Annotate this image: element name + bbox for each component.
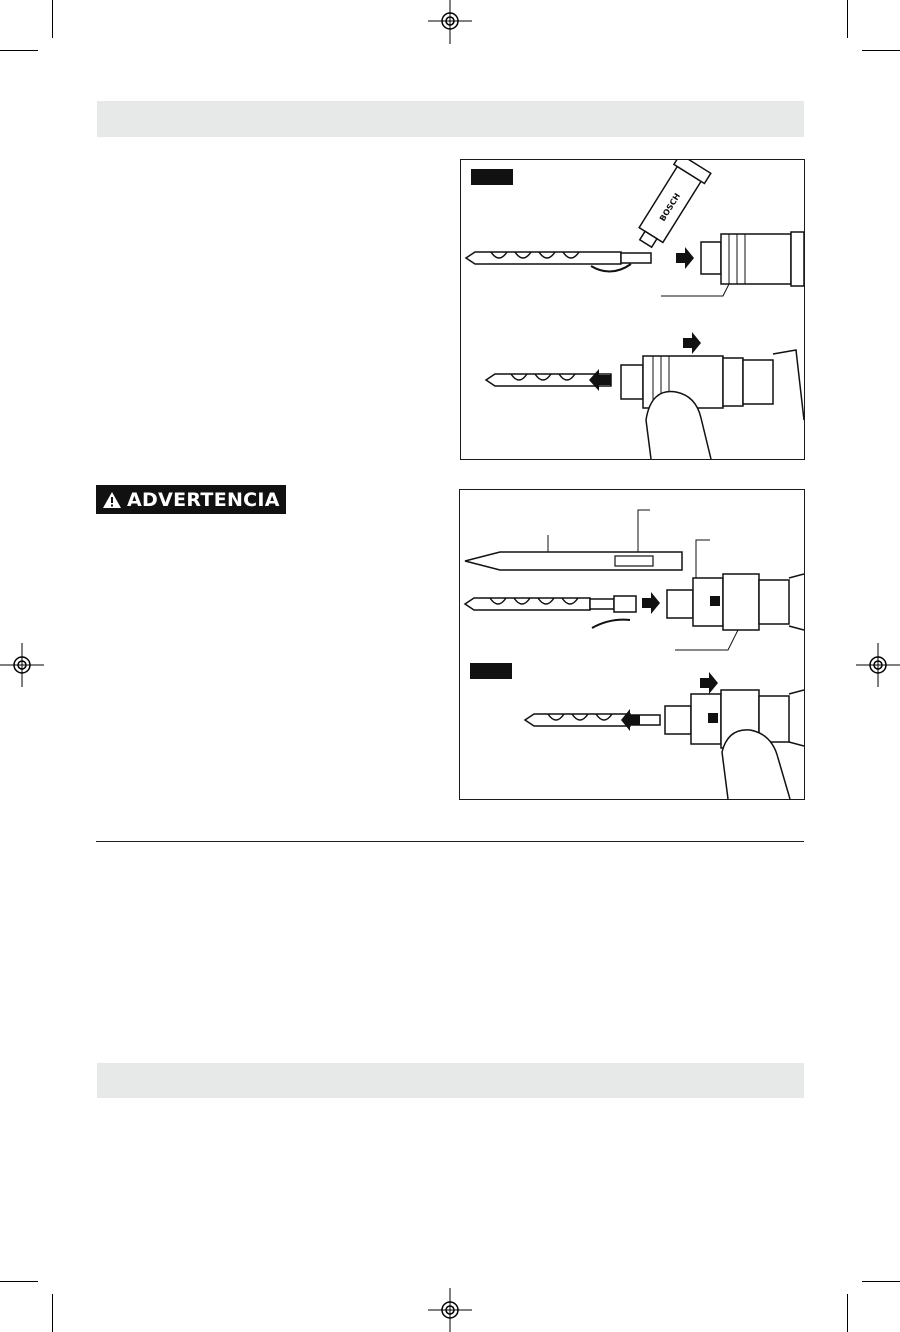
tool-chuck-icon (667, 540, 804, 650)
crop-mark (0, 50, 38, 51)
section-divider (96, 841, 804, 842)
drill-bit-icon (465, 596, 636, 628)
crop-mark (862, 50, 900, 51)
chisel-icon (465, 510, 682, 570)
figure-panel-insert-bit (460, 159, 805, 460)
section-header-bar (97, 1063, 804, 1098)
warning-text: ADVERTENCIA (127, 488, 280, 511)
arrow-right-icon (642, 592, 660, 614)
crop-mark (847, 0, 848, 38)
arrow-right-icon (683, 332, 701, 354)
tube-brand-label: BOSCH (657, 191, 683, 223)
registration-mark-icon (428, 1288, 472, 1332)
chisel-and-bit-illustration (460, 490, 804, 799)
section-header-bar (97, 101, 804, 137)
crop-mark (52, 0, 53, 38)
registration-mark-icon (856, 643, 900, 687)
crop-mark (847, 1294, 848, 1332)
arrow-right-icon (700, 672, 718, 694)
arrow-left-icon (621, 709, 640, 731)
crop-mark (0, 1281, 38, 1282)
arrow-left-icon (589, 369, 611, 391)
warning-label (96, 485, 286, 514)
warning-triangle-icon (102, 491, 122, 509)
crop-mark (862, 1281, 900, 1282)
drill-bit-icon (466, 252, 651, 272)
figure-panel-sds-max (459, 489, 805, 800)
bit-insertion-illustration (461, 160, 804, 459)
arrow-right-icon (676, 247, 694, 269)
crop-mark (52, 1294, 53, 1332)
registration-mark-icon (0, 643, 44, 687)
grease-tube-icon (630, 160, 710, 253)
registration-mark-icon (428, 0, 472, 44)
tool-chuck-icon (661, 232, 804, 296)
